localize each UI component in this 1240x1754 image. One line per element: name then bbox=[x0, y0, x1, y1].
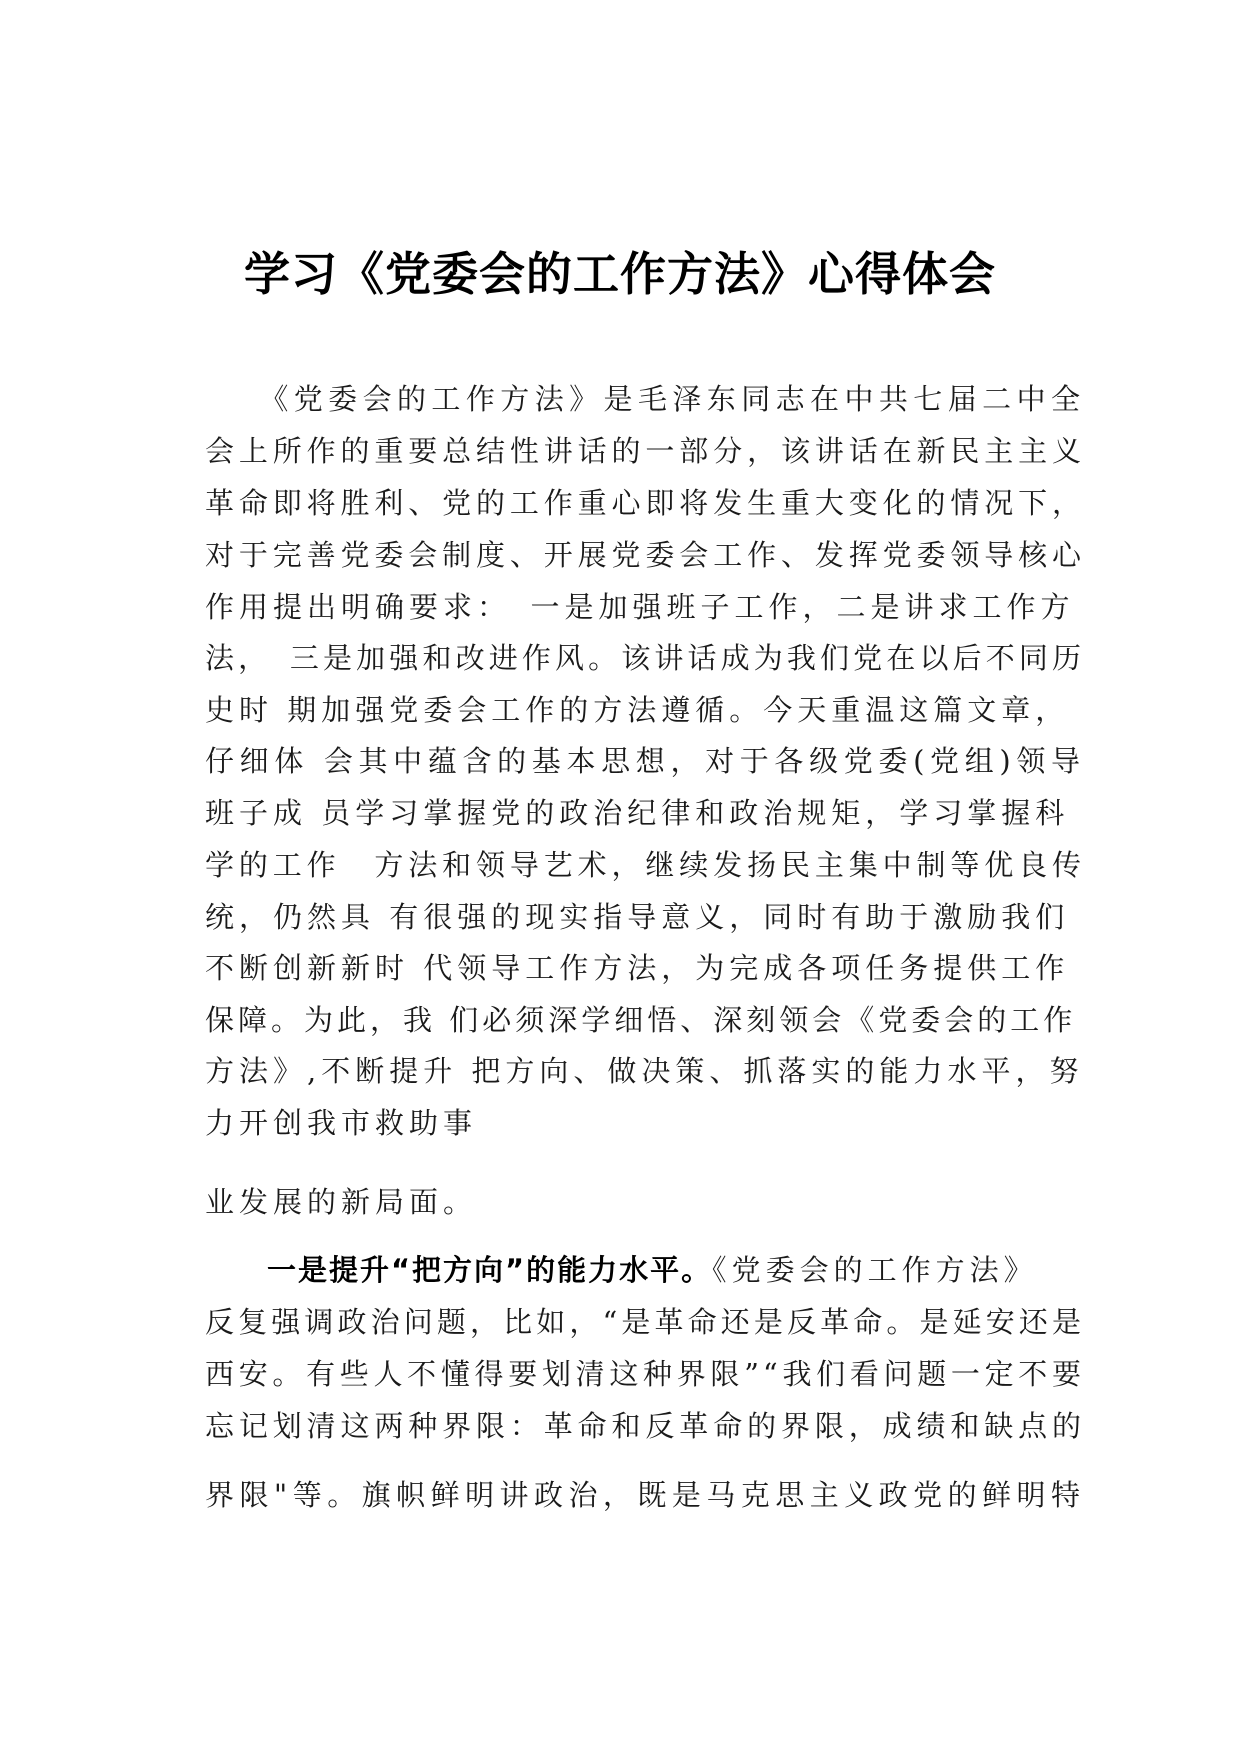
body-line: 界限"等。旗帜鲜明讲政治，既是马克思主义政党的鲜明特 bbox=[205, 1478, 1085, 1512]
body-line: 保障。为此，我 们必须深学细悟、深刻领会《党委会的工作 bbox=[205, 1003, 1077, 1037]
body-line: 仔细体 会其中蕴含的基本思想，对于各级党委(党组)领导 bbox=[205, 744, 1085, 778]
body-line: 作用提出明确要求： 一是加强班子工作，二是讲求工作方 bbox=[205, 590, 1075, 624]
body-line: 反复强调政治问题，比如，“是革命还是反革命。是延安还是 bbox=[205, 1305, 1085, 1339]
body-line: 业发展的新局面。 bbox=[205, 1185, 478, 1219]
body-line: 史时 期加强党委会工作的方法遵循。今天重温这篇文章， bbox=[205, 693, 1070, 727]
section-heading-line bbox=[205, 1250, 1085, 1290]
body-line: 统，仍然具 有很强的现实指导意义，同时有助于激励我们 bbox=[205, 900, 1070, 934]
body-line: 西安。有些人不懂得要划清这种界限”“我们看问题一定不要 bbox=[205, 1357, 1085, 1391]
section-heading-rest: 《党委会的工作方法》 bbox=[712, 1253, 1038, 1287]
body-line: 学的工作 方法和领导艺术，继续发扬民主集中制等优良传 bbox=[205, 848, 1085, 882]
body-line: 班子成 员学习掌握党的政治纪律和政治规矩，学习掌握科 bbox=[205, 796, 1070, 830]
body-line: 力开创我市救助事 bbox=[205, 1106, 478, 1140]
body-line: 方法》,不断提升 把方向、做决策、抓落实的能力水平，努 bbox=[205, 1054, 1084, 1088]
body-line: 对于完善党委会制度、开展党委会工作、发挥党委领导核心 bbox=[205, 538, 1085, 572]
body-line: 法， 三是加强和改进作风。该讲话成为我们党在以后不同历 bbox=[205, 641, 1085, 675]
body-line: 《党委会的工作方法》是毛泽东同志在中共七届二中全 bbox=[205, 382, 1085, 416]
body-line: 革命即将胜利、党的工作重心即将发生重大变化的情况下， bbox=[205, 486, 1085, 520]
body-line: 忘记划清这两种界限：革命和反革命的界限，成绩和缺点的 bbox=[205, 1409, 1085, 1443]
document-title: 学习《党委会的工作方法》心得体会 bbox=[244, 247, 996, 301]
body-line: 会上所作的重要总结性讲话的一部分，该讲话在新民主主义 bbox=[205, 434, 1085, 468]
section-heading: 一是提升“把方向”的能力水平。 bbox=[205, 1253, 713, 1287]
body-line: 不断创新新时 代领导工作方法，为完成各项任务提供工作 bbox=[205, 951, 1070, 985]
